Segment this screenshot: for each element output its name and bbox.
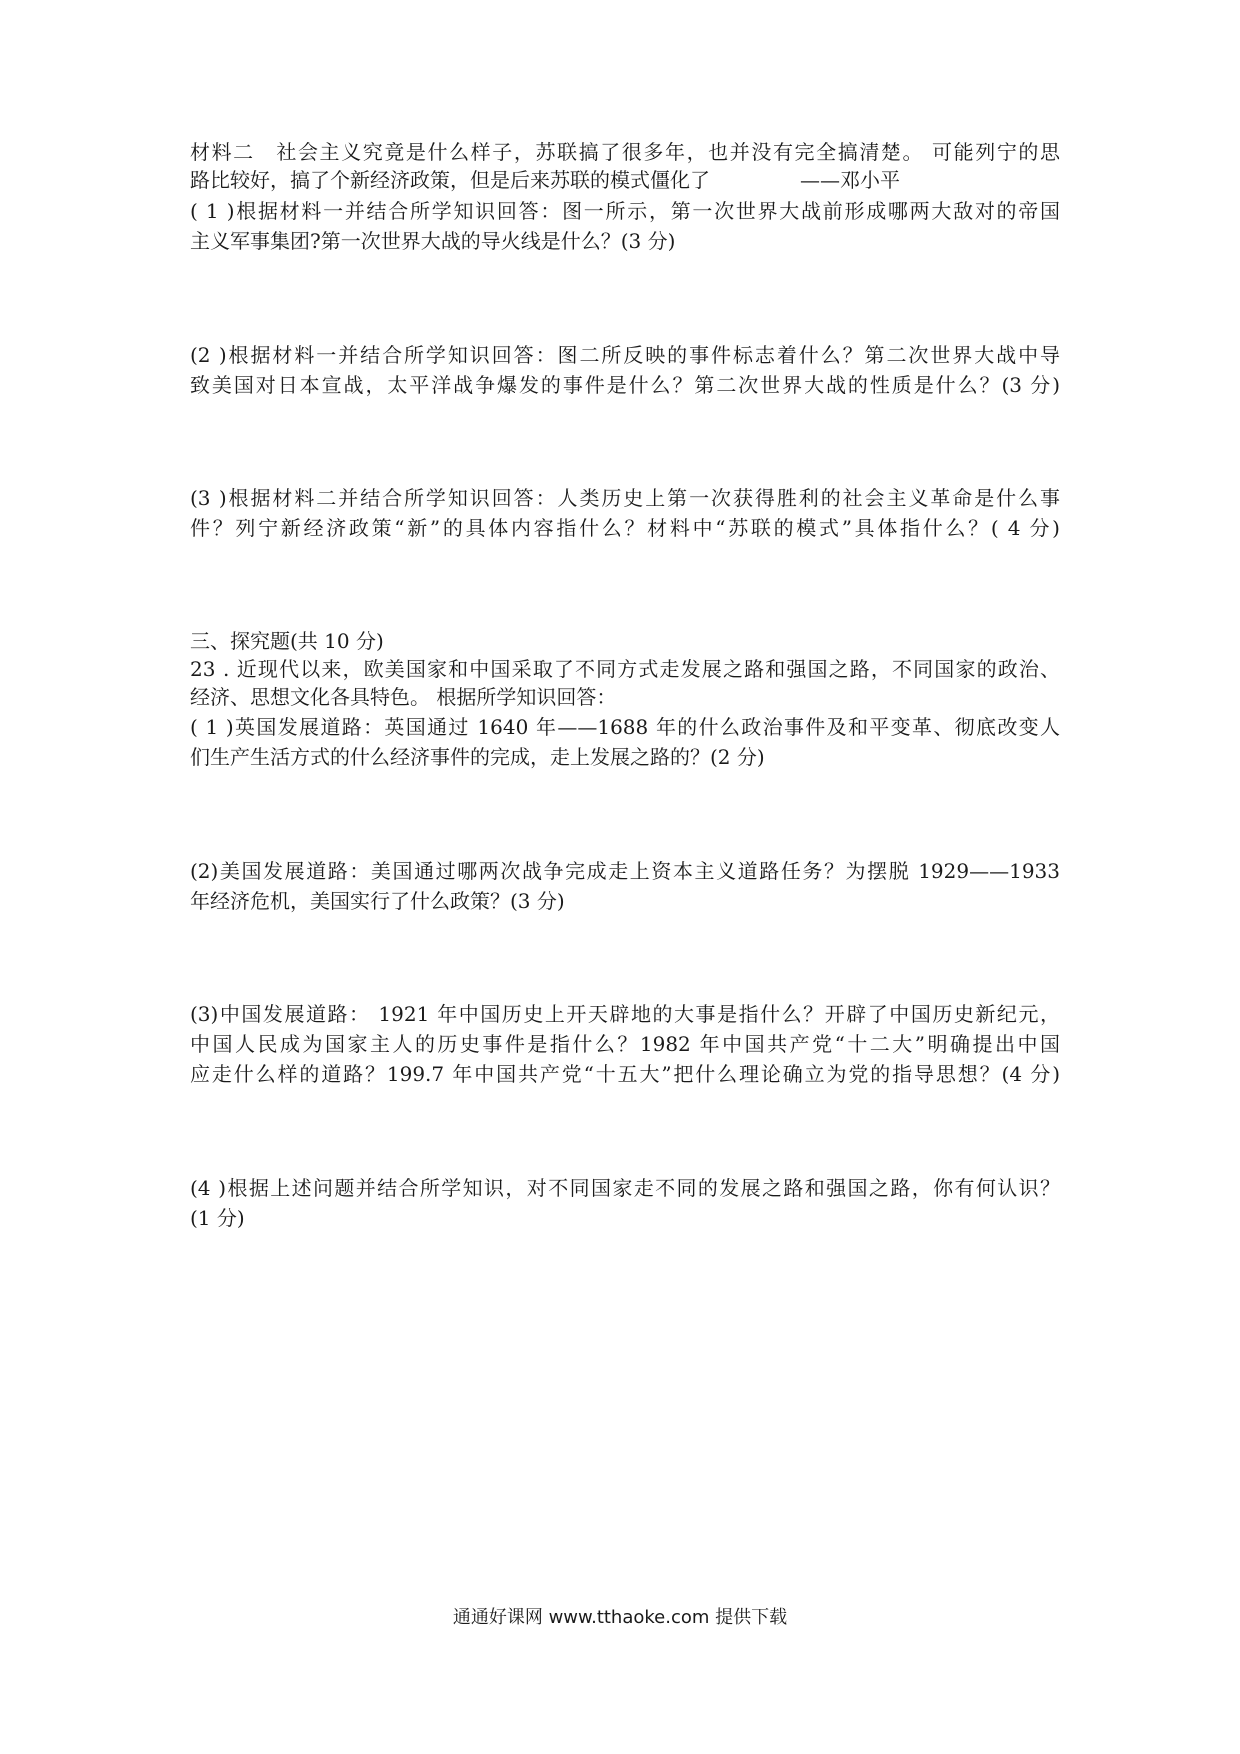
section3-heading: 三、探究题(共 10 分) — [190, 629, 384, 653]
material2-line2 — [190, 166, 1060, 194]
q23-part2-line2: 年经济危机，美国实行了什么政策？(3 分) — [190, 889, 565, 913]
q22-part3-line1: (3 )根据材料二并结合所学知识回答：人类历史上第一次获得胜利的社会主义革命是什么事 — [190, 486, 1060, 510]
q23-part1-line2: 们生产生活方式的什么经济事件的完成，走上发展之路的？(2 分) — [190, 745, 765, 769]
material2-line1: 材料二 社会主义究竟是什么样子，苏联搞了很多年，也并没有完全搞清楚。 可能列宁的思 — [190, 140, 1060, 164]
footer-download-note: 通通好课网 www.tthaoke.com 提供下载 — [452, 1607, 788, 1628]
q23-part2-line1: (2)美国发展道路：美国通过哪两次战争完成走上资本主义道路任务？为摆脱 1929——1933 — [190, 859, 1060, 883]
material2-attribution: ——邓小平 — [800, 168, 900, 192]
q23-part1-line1: ( 1 )英国发展道路：英国通过 1640 年——1688 年的什么政治事件及和平变革、彻底改变人 — [190, 715, 1060, 739]
q23-intro-line2: 经济、思想文化各具特色。 根据所学知识回答： — [190, 685, 617, 709]
q23-intro-line1: 23 . 近现代以来，欧美国家和中国采取了不同方式走发展之路和强国之路，不同国家的政治、 — [190, 657, 1060, 681]
material2-line2-text: 路比较好，搞了个新经济政策，但是后来苏联的模式僵化了 — [190, 168, 710, 192]
q23-part4-line1: (4 )根据上述问题并结合所学知识，对不同国家走不同的发展之路和强国之路，你有何认识？ — [190, 1176, 1060, 1200]
q22-part2-line1: (2 )根据材料一并结合所学知识回答：图二所反映的事件标志着什么？第二次世界大战中导 — [190, 343, 1060, 367]
q23-part4-line2: (1 分) — [190, 1206, 245, 1230]
q22-part3-line2: 件？列宁新经济政策“新”的具体内容指什么？材料中“苏联的模式”具体指什么？( 4 分) — [190, 516, 1060, 540]
q23-part3-line2: 中国人民成为国家主人的历史事件是指什么？1982 年中国共产党“十二大”明确提出中国 — [190, 1032, 1060, 1056]
q22-part2-line2: 致美国对日本宣战，太平洋战争爆发的事件是什么？第二次世界大战的性质是什么？(3 分) — [190, 373, 1060, 397]
q22-part1-line1: ( 1 )根据材料一并结合所学知识回答：图一所示，第一次世界大战前形成哪两大敌对的帝国 — [190, 199, 1060, 223]
q23-part3-line3: 应走什么样的道路？199.7 年中国共产党“十五大”把什么理论确立为党的指导思想？(4 分) — [190, 1062, 1060, 1086]
q22-part1-line2: 主义军事集团?第一次世界大战的导火线是什么？(3 分) — [190, 229, 676, 253]
q23-part3-line1: (3)中国发展道路： 1921 年中国历史上开天辟地的大事是指什么？开辟了中国历史新纪元， — [190, 1002, 1060, 1026]
